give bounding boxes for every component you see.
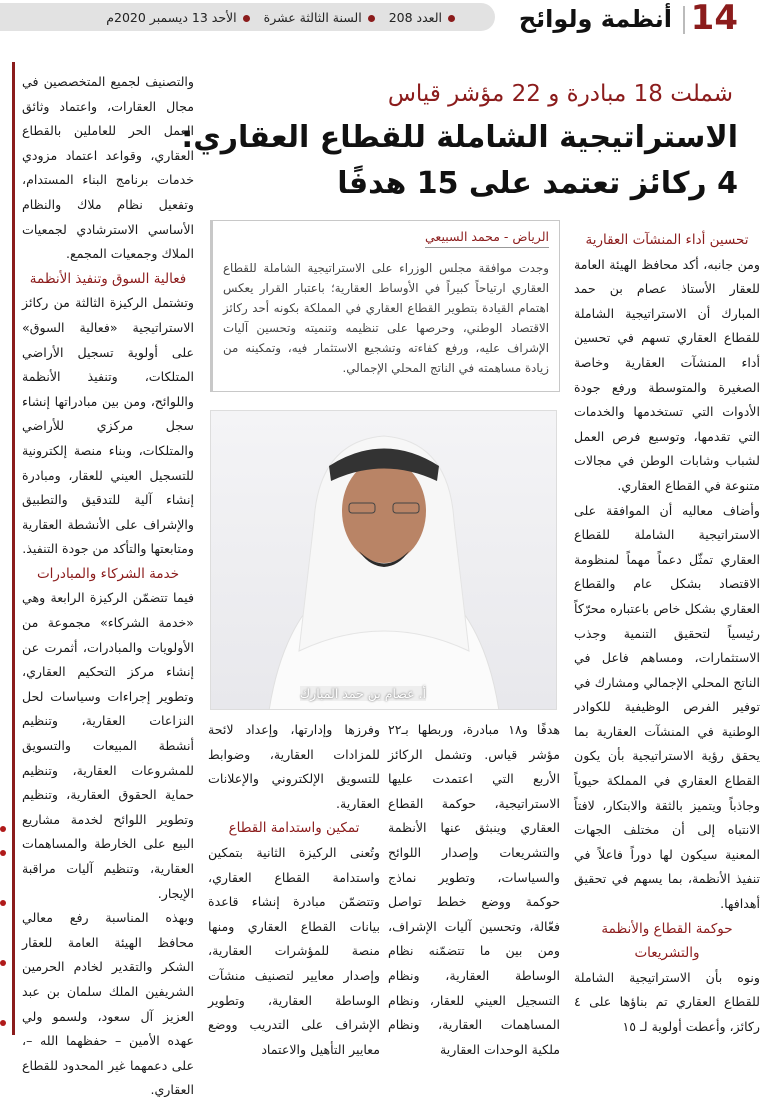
- divider: [683, 6, 685, 34]
- adjacent-page-edge: [0, 60, 8, 1035]
- paragraph: فيما تتضمّن الركيزة الرابعة وهي «خدمة الشركاء» مجموعة من الأولويات والمبادرات، أثمرت عن إنشاء مركز التحكيم العقاري، وتطوير إجراءات وسياسات لحل النزاعات العقارية، وتنظيم أنشطة المبيعات والتسويق للمشروعات العقارية، وتنظيم حماية الحقوق العقارية، وتنظيم وتطوير اللوائح لخدمة مشاريع البيع على الخارطة والمساهمات العقارية، وتنظيم آليات مراقبة الإيجار.: [22, 590, 194, 901]
- byline: الرياض - محمد السبيعي: [425, 229, 549, 248]
- header-bar: [0, 3, 495, 31]
- headline-line: 4 ركائز تعتمد على 15 هدفًا: [337, 166, 738, 201]
- column-middle-right: [388, 718, 560, 1062]
- subheading: فعالية السوق وتنفيذ الأنظمة: [29, 270, 187, 287]
- subheading: تحسين أداء المنشآت العقارية: [585, 232, 749, 248]
- intro-box: [210, 220, 560, 392]
- issue-number: [389, 10, 455, 25]
- section-title: أنظمة ولوائح: [518, 5, 672, 33]
- paragraph: وبهذه المناسبة رفع معالي محافظ الهيئة العامة للعقار الشكر والتقدير لخادم الحرمين الشريفين الملك سلمان بن عبد العزيز آل سعود، ولسمو ولي عهده الأمين – حفظهما الله –، على دعمهما غير المحدود للقطاع العقاري.: [22, 910, 194, 1098]
- subheading: حوكمة القطاع والأنظمة والتشريعات: [601, 920, 733, 962]
- paragraph: ونوه بأن الاستراتيجية الشاملة للقطاع العقاري تم بناؤها على ٤ ركائز، وأعطت أولوية لـ ١٥: [574, 969, 760, 1034]
- paragraph: ومن جانبه، أكد محافظ الهيئة العامة للعقار الأستاذ عصام بن حمد المبارك أن الاستراتيجية الشاملة للقطاع العقاري تسهم في تحسين أداء المنشآت العقارية وخاصة الصغيرة والمتوسطة ورفع جودة الأدوات التي تستخدمها والخدمات التي تقدمها، وتوسيع فرص العمل لشباب وشابات الوطن في مجالات متنوعة في القطاع العقاري.: [574, 256, 760, 493]
- paragraph: وتُعنى الركيزة الثانية بتمكين واستدامة القطاع العقاري، وتتضمّن مبادرة إنشاء قاعدة بيانات القطاع العقاري ومنها منصة للمؤشرات العقارية، وإصدار معايير لتصنيف منشآت الوساطة العقارية، وتطوير الإشراف على التدريب ووضع معايير التأهيل والاعتماد: [208, 844, 380, 1057]
- subheading: تمكين واستدامة القطاع: [228, 820, 360, 837]
- article-headline: [181, 115, 738, 207]
- column-right: [574, 228, 760, 1040]
- headline-line: الاستراتيجية الشاملة للقطاع العقاري:: [181, 120, 738, 155]
- portrait-photo: [210, 410, 557, 710]
- date-text: الأحد 13 ديسمبر 2020م: [106, 9, 237, 25]
- bullet-icon: [448, 15, 455, 22]
- portrait-illustration: [210, 411, 556, 710]
- article-kicker: شملت 18 مبادرة و 22 مؤشر قياس: [387, 81, 733, 107]
- column-middle-left: [208, 718, 380, 1062]
- paragraph: هدفًا و١٨ مبادرة، وربطها بـ٢٢ مؤشر قياس. وتشمل الركائز الأربع التي اعتمدت عليها الاستراتيجية، حوكمة القطاع العقاري وينبثق عنها الأنظمة والتشريعات وإصدار اللوائح والسياسات، وتطوير نماذج حوكمة ووضع خطط تواصل فعّالة، وتحسين آليات الإشراف، ومن بين ما تتضمّنه نظام الوساطة العقارية، ونظام التسجيل العيني للعقار، ونظام المساهمات العقارية، ونظام ملكية الوحدات العقارية: [388, 722, 560, 1057]
- year-text: السنة الثالثة عشرة: [263, 9, 362, 25]
- intro-text: وجدت موافقة مجلس الوزراء على الاستراتيجية الشاملة للقطاع العقاري ارتياحاً كبيراً في الأوساط العقارية؛ باعتبار القرار يعكس اهتمام القيادة بتطوير القطاع العقاري في المملكة بكونه أحد ركائز الاقتصاد الوطني، وحرصها على تنظيمه وتنميته وتحسين آليات الإشراف عليه، ورفع كفاءته وتشجيع الاستثمار فيه، وتمكينه من زيادة مساهمته في الناتج المحلي الإجمالي.: [223, 261, 549, 375]
- paragraph: وأضاف معاليه أن الموافقة على الاستراتيجية الشاملة للقطاع العقاري تمثّل دعماً مهماً لمنظومة الاقتصاد بشكل عام والقطاع العقاري بشكل خاص باعتباره محرّكاً رئيسياً لتحقيق التنمية وجذب الاستثمارات، ومساهم فاعل في الناتج المحلي الإجمالي ومشارك في توفير الفرص الوظيفية للكوادر الوطنية في المنشآت العقارية بما يحقق رؤية الاستراتيجية بأن يكون القطاع العقاري في المملكة حيوياً وجاذباً ويتميز بالثقة والابتكار، لافتاً الانتباه إلى أن مختلف الجهات المعنية سيكون لها دوراً فاعلاً في تنفيذ الأنظمة، بما يسهم في تحقيق أهدافها.: [574, 502, 760, 912]
- column-rule: [12, 62, 15, 1035]
- issue-meta: [106, 10, 475, 25]
- paragraph: وفرزها وإدارتها، وإعداد لائحة للمزادات العقارية، وضوابط للتسويق الإلكتروني والإعلانات العقارية.: [208, 722, 380, 811]
- issue-year: [264, 10, 375, 25]
- issue-text: العدد 208: [388, 9, 442, 25]
- paragraph: وتشتمل الركيزة الثالثة من ركائز الاستراتيجية «فعالية السوق» على أولوية تسجيل الأراضي المتلكات، وتنفيذ الأنظمة واللوائح، ومن بين مبادراتها إنشاء سجل مركزي للأراضي والمتلكات، وبناء منصة إلكترونية للتسجيل العيني للعقار، ومبادرة إنشاء آلية للتدقيق والتطبيق والإشراف على الأنشطة العقارية ومتابعتها والتأكد من جودة التنفيذ.: [22, 295, 194, 557]
- issue-date: [106, 10, 249, 25]
- page-number: 14: [690, 0, 738, 38]
- column-left: [22, 70, 194, 1103]
- bullet-icon: [368, 15, 375, 22]
- paragraph: والتصنيف لجميع المتخصصين في مجال العقارات، واعتماد وثائق العمل الحر للعاملين بالقطاع العقاري، وقواعد اعتماد مزودي خدمات برنامج البناء المستدام، وتفعيل نظام ملاك والنظام الأساسي الاسترشادي لجمعيات الملاك وجمعيات المجمع.: [22, 74, 194, 262]
- photo-caption: أ. عصام بن حمد المبارك: [299, 686, 426, 701]
- bullet-icon: [243, 15, 250, 22]
- subheading: خدمة الشركاء والمبادرات: [36, 565, 180, 582]
